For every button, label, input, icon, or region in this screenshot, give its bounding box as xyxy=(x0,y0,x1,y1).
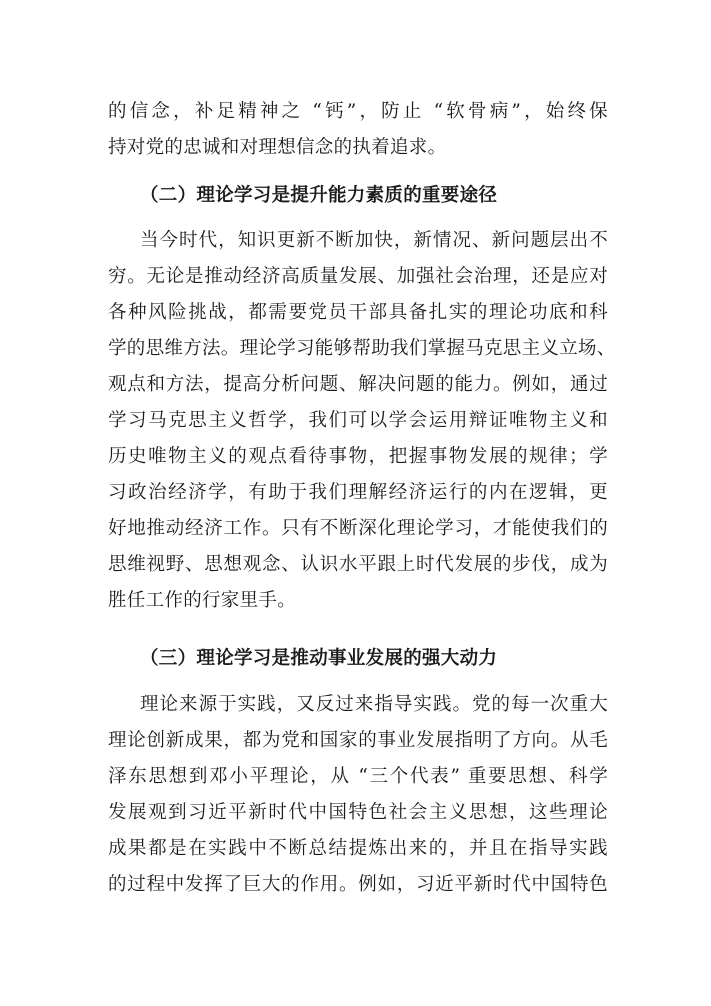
section-heading: （三）理论学习是推动事业发展的强大动力 xyxy=(140,648,498,669)
paragraph-line: 的过程中发挥了巨大的作用。例如，习近平新时代中国特色 xyxy=(108,874,608,895)
paragraph-line: 的信念，补足精神之 “钙”，防止 “软骨病”，始终保 xyxy=(108,101,608,122)
paragraph-line: 历史唯物主义的观点看待事物，把握事物发展的规律；学 xyxy=(108,446,608,467)
paragraph-line: 发展观到习近平新时代中国特色社会主义思想，这些理论 xyxy=(108,802,608,823)
paragraph-line: 学的思维方法。理论学习能够帮助我们掌握马克思主义立场、 xyxy=(108,338,616,359)
paragraph-line: 习政治经济学，有助于我们理解经济运行的内在逻辑，更 xyxy=(108,482,608,503)
paragraph-line: 穷。无论是推动经济高质量发展、加强社会治理，还是应对 xyxy=(108,266,608,287)
paragraph-line: 好地推动经济工作。只有不断深化理论学习，才能使我们的 xyxy=(108,518,608,539)
paragraph-line: 理论来源于实践，又反过来指导实践。党的每一次重大 xyxy=(140,694,608,715)
paragraph-line: 观点和方法，提高分析问题、解决问题的能力。例如，通过 xyxy=(108,374,608,395)
section-heading: （二）理论学习是提升能力素质的重要途径 xyxy=(140,185,498,206)
paragraph-line: 成果都是在实践中不断总结提炼出来的，并且在指导实践 xyxy=(108,838,608,859)
paragraph-line: 持对党的忠诚和对理想信念的执着追求。 xyxy=(108,137,447,158)
paragraph-line: 当今时代，知识更新不断加快，新情况、新问题层出不 xyxy=(140,230,608,251)
paragraph-line: 学习马克思主义哲学，我们可以学会运用辩证唯物主义和 xyxy=(108,410,608,431)
paragraph-line: 思维视野、思想观念、认识水平跟上时代发展的步伐，成为 xyxy=(108,554,608,575)
paragraph-line: 各种风险挑战，都需要党员干部具备扎实的理论功底和科 xyxy=(108,302,608,323)
paragraph-line: 胜任工作的行家里手。 xyxy=(108,590,297,611)
paragraph-line: 理论创新成果，都为党和国家的事业发展指明了方向。从毛 xyxy=(108,730,608,751)
paragraph-line: 泽东思想到邓小平理论，从 “三个代表” 重要思想、科学 xyxy=(108,766,608,787)
